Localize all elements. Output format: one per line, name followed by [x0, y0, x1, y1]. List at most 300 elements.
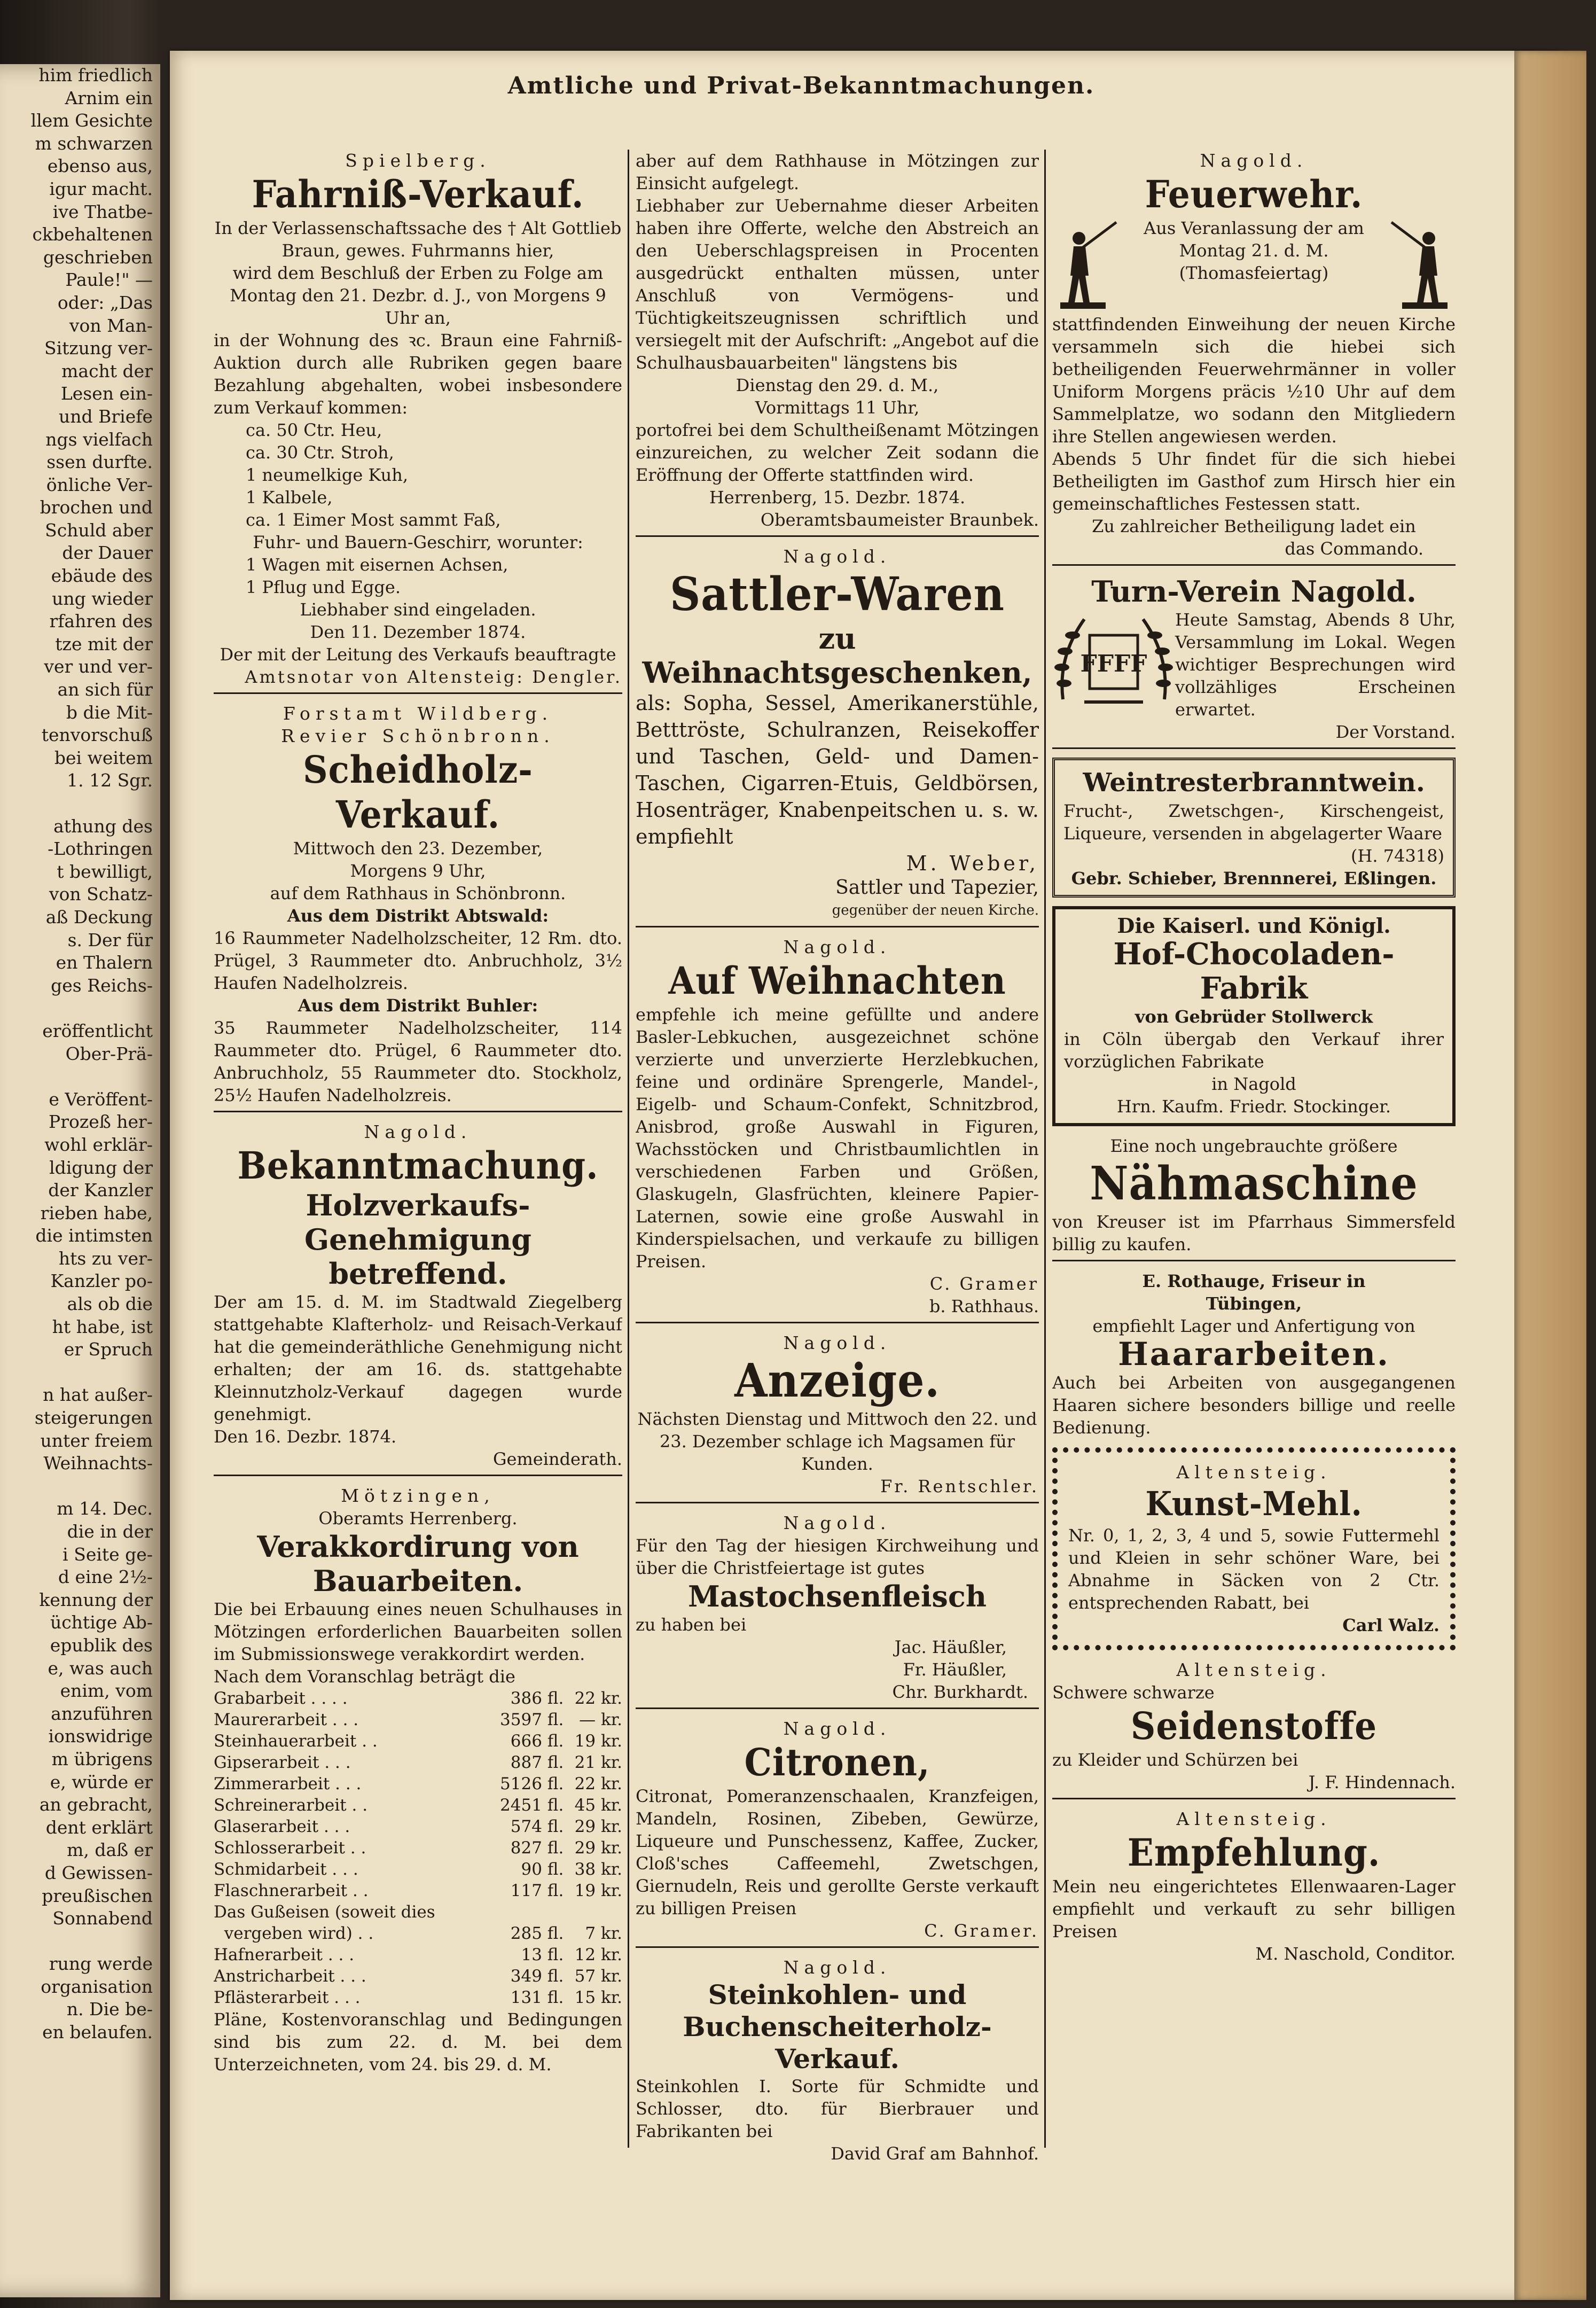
- left-page-line: er Spruch: [64, 1339, 153, 1360]
- ad-place: Forstamt Wildberg.: [283, 703, 553, 724]
- divider: [636, 1946, 1039, 1948]
- ad-text: Aus Veranlassung der am Montag 21. d. M. (Thomasfeiertag): [1144, 218, 1364, 283]
- ad-text: in der Wohnung des ꝛc. Braun eine Fahrniß-Auktion durch alle Rubriken gegen baare Bezahlung abgehalten, wobei insbesondere zum Verkauf kommen:: [214, 330, 622, 418]
- page-header: Amtliche und Privat-Bekanntmachungen.: [507, 72, 1095, 99]
- ad-place: Spielberg.: [345, 150, 491, 171]
- ad-signature: M. Naschold, Conditor.: [1255, 1944, 1456, 1964]
- ad-chocoladen-fabrik: [1052, 906, 1456, 1126]
- ad-place: Nagold.: [364, 1121, 472, 1142]
- left-page-line: athung des: [53, 815, 153, 837]
- ad-text: wird dem Beschluß der Erben zu Folge am Montag den 21. Dezbr. d. J., von Morgens 9 Uhr an,: [230, 263, 606, 328]
- table-cell-name: Gipserarbeit . . .: [214, 1753, 351, 1772]
- left-page-line: [0, 1930, 160, 1953]
- table-cell-name: Schlosserarbeit . .: [214, 1838, 366, 1858]
- ad-place: Altensteig.: [1176, 1659, 1332, 1680]
- ad-steinkohlen: [636, 1956, 1039, 2165]
- table-row: [214, 1773, 622, 1795]
- table-cell-name: Steinhauerarbeit . .: [214, 1732, 378, 1751]
- ad-title: Scheidholz-Verkauf.: [303, 747, 533, 837]
- left-page-line: llem Gesichte: [30, 110, 153, 131]
- left-page-line: t bewilligt,: [57, 861, 153, 882]
- ad-text: 16 Raummeter Nadelholzscheiter, 12 Rm. dto. Prügel, 3 Raummeter dto. Anbruchholz, 3½ Haufen Nadelholzreis.: [214, 928, 622, 993]
- ad-title: Mastochsenfleisch: [688, 1579, 987, 1613]
- ad-text: empfiehlt Lager und Anfertigung von: [1092, 1316, 1415, 1336]
- table-cell-name: Hafnerarbeit . . .: [214, 1945, 355, 1964]
- table-cell-fl: 3597 fl.: [500, 1710, 564, 1729]
- ad-signature: Gemeinderath.: [492, 1449, 622, 1469]
- left-page-line: ldigung der: [49, 1157, 153, 1178]
- left-page-line: b die Mit-: [66, 701, 153, 723]
- ad-place: Nagold.: [783, 1957, 891, 1978]
- item-list: [214, 553, 622, 598]
- table-cell-name: Maurerarbeit . . .: [214, 1710, 359, 1729]
- ad-text: Mittwoch den 23. Dezember,: [293, 838, 543, 859]
- column-rule: [1044, 150, 1046, 2148]
- left-page-line: ebenso aus,: [47, 155, 153, 177]
- table-cell-fl: 349 fl.: [510, 1967, 564, 1986]
- ad-place: Nagold.: [783, 1718, 891, 1739]
- table-cell-kr: 45 kr.: [574, 1796, 622, 1815]
- left-page-line: organisation: [41, 1976, 153, 1997]
- ad-title: Sattler-Waren: [670, 567, 1005, 621]
- left-page-line: rieben habe,: [40, 1202, 153, 1223]
- ad-title: Anzeige.: [734, 1354, 940, 1408]
- ad-text: in Nagold: [1211, 1074, 1296, 1094]
- left-page-line: Paule!" —: [65, 269, 153, 291]
- ad-signature: Sattler und Tapezier,: [835, 877, 1039, 899]
- left-page-line: an sich für: [57, 679, 153, 700]
- ad-text: Steinkohlen I. Sorte für Schmidte und Schlosser, dto. für Bierbrauer und Fabrikanten bei: [636, 2076, 1039, 2141]
- ad-heading: Tübingen,: [1206, 1293, 1302, 1314]
- ad-text: von Gebrüder Stollwerck: [1135, 1007, 1373, 1027]
- ad-title: Seidenstoffe: [1130, 1704, 1378, 1748]
- left-page-line: wohl erklär-: [44, 1134, 153, 1155]
- list-item: ca. 50 Ctr. Heu,: [246, 420, 382, 440]
- ad-weintresterbranntwein: [1052, 758, 1456, 898]
- table-cell-name: vergeben wird) . .: [214, 1924, 374, 1943]
- left-page-line: epublik des: [50, 1634, 153, 1656]
- ad-text: Nach dem Voranschlag beträgt die: [214, 1666, 515, 1687]
- left-page-line: s. Der für: [67, 929, 153, 950]
- left-page-line: m 14. Dec.: [57, 1498, 153, 1519]
- ad-text: In der Verlassenschaftssache des † Alt Gottlieb Braun, gewes. Fuhrmanns hier,: [214, 218, 622, 261]
- ad-title: Haararbeiten.: [1118, 1336, 1390, 1373]
- left-page-line: en Thalern: [56, 952, 153, 973]
- ad-feuerwehr: [1052, 150, 1456, 566]
- ad-anzeige: [636, 1332, 1039, 1503]
- ad-title: Feuerwehr.: [1145, 172, 1363, 216]
- table-cell-fl: 13 fl.: [521, 1945, 564, 1964]
- ad-signature: b. Rathhaus.: [929, 1296, 1039, 1316]
- table-cell-kr: 19 kr.: [574, 1732, 622, 1751]
- ad-place: Nagold.: [783, 546, 891, 567]
- left-page-line: him friedlich: [38, 65, 153, 85]
- ad-signature: C. Gramer.: [924, 1921, 1039, 1941]
- ad-text: Mein neu eingerichtetes Ellenwaaren-Lager empfiehlt und verkauft zu sehr billigen Preisen: [1052, 1876, 1456, 1941]
- ad-signature: das Commando.: [1285, 539, 1423, 559]
- left-page-line: Sonnabend: [52, 1908, 153, 1929]
- table-row: [214, 1987, 622, 2008]
- divider: [214, 692, 622, 694]
- ad-bekanntmachung: [214, 1121, 622, 1476]
- table-row: [214, 1752, 622, 1773]
- feuerwehr-notice-row: [1052, 217, 1456, 313]
- table-cell-name: Flaschnerarbeit . .: [214, 1881, 369, 1900]
- left-page-line: die intimsten: [35, 1225, 153, 1246]
- table-cell-fl: 666 fl.: [510, 1732, 564, 1751]
- divider: [1052, 747, 1456, 749]
- left-page-line: en belaufen.: [42, 2022, 153, 2043]
- left-page-line: e, würde er: [50, 1771, 153, 1792]
- table-row: [214, 1709, 622, 1730]
- left-page-line: an gebracht,: [39, 1794, 153, 1815]
- left-page-line: ht habe, ist: [52, 1316, 153, 1337]
- ad-text: als: Sopha, Sessel, Amerikanerstühle, Betttröste, Schulranzen, Reisekoffer und Taschen, Geld- und Damen-Taschen, Cigarren-Etuis, Geldbörsen, Hosenträger, Knabenpeitschen u. s. w. empfiehlt: [636, 691, 1039, 848]
- left-page-line: eröffentlicht: [42, 1020, 153, 1041]
- table-row: [214, 1966, 622, 1987]
- left-page-line: aß Deckung: [45, 906, 153, 927]
- left-page-line: macht der: [61, 360, 153, 381]
- table-cell-fl: 2451 fl.: [500, 1796, 564, 1815]
- left-page-line: Prozeß her-: [48, 1111, 153, 1133]
- table-row: [214, 1795, 622, 1816]
- list-item: 1 Pflug und Egge.: [246, 577, 401, 597]
- left-page-line: e Veröffent-: [49, 1088, 153, 1110]
- left-page-line: der Kanzler: [48, 1180, 153, 1201]
- ad-place: Nagold.: [783, 1332, 891, 1353]
- table-row: [214, 1859, 622, 1880]
- table-cell-kr: 38 kr.: [574, 1860, 622, 1879]
- ad-schulhaus-continued: [636, 150, 1039, 537]
- table-cell-fl: 5126 fl.: [500, 1774, 564, 1794]
- divider: [636, 1707, 1039, 1709]
- left-page-line: ive Thatbe-: [52, 201, 153, 222]
- ad-signature: Chr. Burkhardt.: [892, 1682, 1028, 1702]
- list-item: 1 Wagen mit eisernen Achsen,: [246, 555, 508, 575]
- ad-title: Verakkordirung von Bauarbeiten.: [257, 1530, 579, 1598]
- ad-title: Auf Weihnachten: [668, 958, 1006, 1003]
- ad-date: Herrenberg, 15. Dezbr. 1874.: [709, 487, 966, 508]
- left-page-line: e, was auch: [48, 1657, 153, 1679]
- left-page-line: ges Reichs-: [51, 974, 153, 996]
- ad-place: Mötzingen,: [341, 1485, 495, 1506]
- left-page-line: hts zu ver-: [58, 1247, 153, 1269]
- table-row: [214, 1923, 622, 1944]
- left-page-line: tze mit der: [55, 633, 153, 654]
- ad-text: Vormittags 11 Uhr,: [755, 397, 920, 418]
- binding-board: [1514, 51, 1586, 2300]
- ad-signature: J. F. Hindennach.: [1308, 1772, 1456, 1792]
- ad-place: Nagold.: [1200, 150, 1308, 171]
- table-cell-kr: 22 kr.: [574, 1689, 622, 1708]
- left-page-line: n. Die be-: [66, 1999, 153, 2020]
- left-page-line: n hat außer-: [43, 1384, 153, 1406]
- left-page-line: igur macht.: [49, 178, 153, 199]
- ad-text: Liebhaber zur Uebernahme dieser Arbeiten haben ihre Offerte, welche den Abstreich an den Ueberschlagspreisen in Procenten ausgedrückt enthalten müssen, unter Anschluß von Vermögens- und Tüchtigkeitszeugnissen schriftlich und versiegelt mit der Aufschrift: „Angebot auf die Schulhausbauarbeiten" längstens bis: [636, 196, 1039, 373]
- left-page-line: unter freiem: [40, 1430, 153, 1451]
- left-page-line: d eine 2½-: [58, 1566, 153, 1588]
- table-cell-name: Anstricharbeit . . .: [214, 1967, 366, 1986]
- ad-place: Altensteig.: [1176, 1462, 1332, 1483]
- table-row: [214, 1730, 622, 1752]
- ad-reference: (H. 74318): [1350, 846, 1444, 866]
- left-page-line: Weihnachts-: [43, 1453, 153, 1474]
- left-page-line: ung wieder: [52, 588, 153, 609]
- divider: [214, 1475, 622, 1476]
- emblem-letters: FFFF: [1080, 650, 1147, 677]
- table-row: [214, 1944, 622, 1966]
- turnverein-emblem-icon: [1052, 609, 1175, 715]
- left-page-line: m schwarzen: [35, 132, 153, 154]
- ad-text: aber auf dem Rathhause in Mötzingen zur Einsicht aufgelegt.: [636, 151, 1039, 193]
- ad-text: portofrei bei dem Schultheißenamt Mötzingen einzureichen, zu welcher Zeit sodann die Eröffnung der Offerte stattfinden wird.: [636, 420, 1039, 485]
- left-page-line: ver und ver-: [44, 656, 153, 677]
- left-page-line: Kanzler po-: [50, 1270, 153, 1292]
- list-item: 1 Kalbele,: [246, 487, 333, 508]
- ad-title: Fahrniß-Verkauf.: [252, 172, 584, 216]
- ad-text: von Kreuser ist im Pfarrhaus Simmersfeld billig zu kaufen.: [1052, 1212, 1456, 1254]
- ad-text: auf dem Rathhaus in Schönbronn.: [270, 883, 566, 903]
- table-cell-fl: 827 fl.: [510, 1838, 564, 1858]
- left-page-line: bei weitem: [54, 747, 153, 768]
- ad-heading: E. Rothauge, Friseur in: [1142, 1271, 1366, 1291]
- left-page-line: brochen und: [40, 497, 153, 518]
- left-page-line: -Lothringen: [48, 838, 153, 860]
- ad-title: Hof-Chocoladen-Fabrik: [1113, 937, 1395, 1006]
- ad-text: Frucht-, Zwetschgen-, Kirschengeist, Liqueure, versenden in abgelagerter Waare: [1063, 801, 1444, 844]
- ad-citronen: [636, 1718, 1039, 1948]
- ad-text: zu Kleider und Schürzen bei: [1052, 1750, 1298, 1770]
- ad-text: Der am 15. d. M. im Stadtwald Ziegelberg stattgehabte Klafterholz- und Reisach-Verkauf hat die gemeinderäthliche Genehmigung nicht erhalten; der am 16. ds. stattgehabte Kleinnutzholz-Verkauf dagegen wurde genehmigt.: [214, 1292, 622, 1424]
- column-3: [1052, 150, 1456, 1974]
- left-page-line: i Seite ge-: [62, 1543, 153, 1565]
- left-page-line: m, daß er: [67, 1839, 153, 1861]
- ad-text: Die bei Erbauung eines neuen Schulhauses in Mötzingen erforderlichen Bauarbeiten sollen im Submissionswege verakkordirt werden.: [214, 1599, 622, 1664]
- table-cell-fl: 386 fl.: [510, 1689, 564, 1708]
- left-page-line: ckbehaltenen: [32, 224, 153, 245]
- table-row: [214, 1837, 622, 1859]
- list-item: ca. 1 Eimer Most sammt Faß,: [246, 510, 501, 530]
- left-page-line: [0, 1475, 160, 1498]
- left-page-line: geschrieben: [43, 246, 153, 268]
- table-cell-kr: 15 kr.: [574, 1988, 622, 2007]
- column-2: [636, 150, 1039, 2173]
- left-page-line: anzuführen: [51, 1703, 153, 1724]
- ad-signature: Oberamtsbaumeister Braunbek.: [760, 510, 1039, 530]
- table-cell-kr: 29 kr.: [574, 1817, 622, 1836]
- ad-scheidholz-verkauf: [214, 703, 622, 1112]
- left-page-line: rfahren des: [49, 611, 153, 632]
- column-rule: [628, 150, 629, 2148]
- left-page-line: Sitzung ver-: [44, 338, 153, 359]
- left-page-fragment: [0, 64, 160, 2297]
- left-page-line: dent erklärt: [45, 1816, 153, 1838]
- ad-signature: Gebr. Schieber, Brennnerei, Eßlingen.: [1071, 868, 1437, 888]
- left-page-line: Schuld aber: [45, 519, 153, 541]
- left-page-line: [0, 997, 160, 1020]
- left-page-line: ngs vielfach: [45, 428, 153, 450]
- left-page-line: preußischen: [42, 1885, 153, 1906]
- ad-signature: gegenüber der neuen Kirche.: [832, 902, 1039, 918]
- left-page-line: steigerungen: [34, 1407, 153, 1429]
- left-page-line: von Man-: [69, 315, 153, 336]
- ad-title: Steinkohlen- und Buchenscheiterholz-Verkauf.: [683, 1979, 992, 2075]
- ad-text: 35 Raummeter Nadelholzscheiter, 114 Raummeter dto. Prügel, 6 Raummeter dto. Anbruchholz, 55 Raummeter dto. Stockholz, 25½ Haufen Nadelholzreis.: [214, 1018, 622, 1105]
- ad-text: stattfindenden Einweihung der neuen Kirche versammeln sich die hiebei sich betheiligenden Feuerwehrmänner in voller Uniform Morgens präcis ½10 Uhr auf dem Sammelplatze, wo sodann den Mitgliedern ihre Stellen angewiesen werden.: [1052, 314, 1456, 447]
- divider: [1052, 564, 1456, 566]
- left-page-line: Lesen ein-: [60, 383, 153, 404]
- divider: [1052, 1798, 1456, 1799]
- table-cell-kr: — kr.: [579, 1710, 622, 1729]
- list-item: 1 neumelkige Kuh,: [246, 465, 409, 485]
- table-cell-fl: 285 fl.: [510, 1924, 564, 1943]
- ad-signature: Jac. Häußler,: [894, 1637, 1007, 1657]
- ad-naehmaschine: [1052, 1135, 1456, 1261]
- ad-title: Turn-Verein Nagold.: [1091, 574, 1417, 609]
- table-cell-name: Zimmerarbeit . . .: [214, 1774, 362, 1794]
- item-list: [214, 419, 622, 531]
- ad-text: Fuhr- und Bauern-Geschirr, worunter:: [253, 532, 583, 552]
- table-cell-name: Schreinerarbeit . .: [214, 1796, 368, 1815]
- ad-subtitle: Holzverkaufs-Genehmigung betreffend.: [304, 1188, 532, 1291]
- table-cell-kr: 57 kr.: [574, 1967, 622, 1986]
- fireman-icon: [1386, 217, 1456, 313]
- divider: [636, 1502, 1039, 1503]
- table-cell-fl: 90 fl.: [521, 1860, 564, 1879]
- ad-subheading: Aus dem Distrikt Buhler:: [298, 995, 538, 1016]
- table-row: [214, 1816, 622, 1837]
- turnverein-row: [1052, 609, 1456, 721]
- left-page-line: enim, vom: [60, 1680, 153, 1702]
- ad-place: Altensteig.: [1176, 1808, 1332, 1829]
- ad-text: Morgens 9 Uhr,: [350, 861, 486, 881]
- left-page-line: önliche Ver-: [46, 474, 153, 495]
- ad-text: in Cöln übergab den Verkauf ihrer vorzüglichen Fabrikate: [1064, 1029, 1444, 1072]
- left-page-line: ssen durfte.: [46, 451, 153, 473]
- left-page-line: Ober-Prä-: [65, 1043, 153, 1064]
- left-page-line: die in der: [67, 1521, 153, 1542]
- ad-text: Nächsten Dienstag und Mittwoch den 22. und 23. Dezember schlage ich Magsamen für Kunden.: [637, 1409, 1037, 1474]
- ad-signature: Der Vorstand.: [1335, 722, 1456, 742]
- ad-signature: C. Gramer: [929, 1274, 1039, 1294]
- ad-kunst-mehl: [1052, 1447, 1456, 1650]
- ad-text: Pläne, Kostenvoranschlag und Bedingungen sind bis zum 22. d. M. bei dem Unterzeichneten, vom 24. bis 29. d. M.: [214, 2009, 622, 2075]
- table-row: [214, 1688, 622, 1709]
- ad-title: Citronen,: [744, 1740, 930, 1784]
- divider: [1052, 1260, 1456, 1261]
- list-item: ca. 30 Ctr. Stroh,: [246, 442, 394, 463]
- ad-date: Den 11. Dezember 1874.: [310, 622, 526, 642]
- ad-text: Auch bei Arbeiten von ausgegangenen Haaren sichere besonders billige und reelle Bedienung.: [1052, 1373, 1456, 1438]
- cost-table: [214, 1688, 622, 2008]
- left-page-line: ebäude des: [51, 565, 153, 587]
- left-page-line: kennung der: [39, 1589, 153, 1610]
- ad-place: Nagold.: [783, 1512, 891, 1533]
- ad-text: Liebhaber sind eingeladen.: [300, 599, 536, 620]
- ad-text: Nr. 0, 1, 2, 3, 4 und 5, sowie Futtermehl und Kleien in sehr schöner Ware, bei Abnahme in Säcken von 2 Ctr. entsprechenden Rabatt, bei: [1068, 1525, 1439, 1613]
- table-cell-name: Glaserarbeit . . .: [214, 1817, 350, 1836]
- divider: [636, 535, 1039, 537]
- ad-signature: Fr. Rentschler.: [880, 1476, 1039, 1496]
- column-1: [214, 150, 622, 2084]
- table-cell-name: Pflästerarbeit . . .: [214, 1988, 361, 2007]
- ad-verakkordirung: [214, 1485, 622, 2076]
- ad-title: Empfehlung.: [1127, 1830, 1381, 1875]
- table-cell-fl: 117 fl.: [510, 1881, 564, 1900]
- left-page-line: üchtige Ab-: [50, 1612, 153, 1633]
- table-cell-fl: [486, 1901, 564, 1923]
- ad-signature: Carl Walz.: [1342, 1615, 1439, 1635]
- divider: [636, 926, 1039, 927]
- left-page-line: Arnim ein: [65, 87, 153, 108]
- left-page-line: und Briefe: [59, 406, 153, 427]
- ad-sattler-waren: [636, 545, 1039, 927]
- ad-signature: David Graf am Bahnhof.: [831, 2143, 1039, 2164]
- ad-title: Kunst-Mehl.: [1145, 1484, 1363, 1523]
- left-page-line: oder: „Das: [57, 292, 153, 313]
- table-cell-fl: 131 fl.: [510, 1988, 564, 2007]
- left-page-line: von Schatz-: [49, 884, 153, 905]
- ad-text: Der mit der Leitung des Verkaufs beauftragte: [220, 644, 616, 665]
- left-page-line: [0, 1361, 160, 1384]
- table-cell-kr: 21 kr.: [574, 1753, 622, 1772]
- left-page-line: tenvorschuß: [41, 724, 153, 746]
- ad-text: empfehle ich meine gefüllte und andere Basler-Lebkuchen, ausgezeichnet schöne verzierte und unverzierte Herzlebkuchen, feine und ordinäre Sprengerle, Mandel-, Eigelb- und Schaum-Confekt, Schnitzbrod, Anisbrod, große Auswahl in Figuren, Wachsstöcken und Christbaumlichtlen in verschiedenen Farben und Größen, Glaskugeln, Glasfrüchten, kleinere Papier-Laternen, sowie eine große Auswahl in Kinderspielsachen, und verkaufe zu billigen Preisen.: [636, 1004, 1039, 1272]
- ad-title: Weintresterbranntwein.: [1083, 768, 1425, 798]
- fireman-icon: [1052, 217, 1122, 313]
- left-page-line: 1. 12 Sgr.: [67, 770, 153, 791]
- ad-title: Bekanntmachung.: [237, 1143, 599, 1188]
- table-cell-name: Schmidarbeit . . .: [214, 1860, 358, 1879]
- ad-fahrniss-verkauf: [214, 150, 622, 694]
- table-cell-name: Grabarbeit . . . .: [214, 1689, 348, 1708]
- ad-subheading: Aus dem Distrikt Abtswald:: [287, 906, 549, 926]
- ad-date: Den 16. Dezbr. 1874.: [214, 1426, 397, 1447]
- table-cell-kr: 19 kr.: [574, 1881, 622, 1900]
- left-page-line: als ob die: [67, 1293, 153, 1315]
- ad-text: Heute Samstag, Abends 8 Uhr, Versammlung im Lokal. Wegen wichtiger Besprechungen wird vollzähliges Erscheinen erwartet.: [1175, 610, 1456, 720]
- table-row: [214, 1901, 622, 1923]
- ad-mastochsenfleisch: [636, 1512, 1039, 1709]
- left-page-line: [0, 1065, 160, 1088]
- ad-pretitle: Schwere schwarze: [1052, 1682, 1215, 1703]
- ad-pretitle: Eine noch ungebrauchte größere: [1110, 1136, 1398, 1156]
- table-cell-kr: 7 kr.: [585, 1924, 622, 1943]
- ad-place: Nagold.: [783, 937, 891, 957]
- ad-signature: Amtsnotar von Altensteig: Dengler.: [245, 667, 622, 687]
- ad-subtitle: zu Weihnachtsgeschenken,: [642, 621, 1032, 690]
- ad-text: Abends 5 Uhr findet für die sich hiebei Betheiligten im Gasthof zum Hirsch hier ein gemeinschaftliches Festessen statt.: [1052, 449, 1456, 514]
- divider: [636, 1322, 1039, 1323]
- ad-place: Revier Schönbronn.: [281, 726, 555, 746]
- ad-text: Für den Tag der hiesigen Kirchweihung und über die Christfeiertage ist gutes: [636, 1535, 1039, 1578]
- ad-title: Nähmaschine: [1090, 1157, 1418, 1211]
- ad-text: Hrn. Kaufm. Friedr. Stockinger.: [1116, 1096, 1391, 1117]
- ad-auf-weihnachten: [636, 936, 1039, 1323]
- ad-turn-verein: [1052, 574, 1456, 749]
- table-cell-kr: 22 kr.: [574, 1774, 622, 1794]
- ad-place: Oberamts Herrenberg.: [318, 1508, 518, 1529]
- table-cell-name: Das Gußeisen (soweit dies: [214, 1902, 435, 1922]
- ad-haararbeiten: [1052, 1270, 1456, 1439]
- ad-text: Dienstag den 29. d. M.,: [736, 375, 939, 395]
- divider: [214, 1111, 622, 1112]
- left-page-line: [0, 792, 160, 815]
- left-page-line: rung werde: [49, 1953, 153, 1975]
- table-cell-fl: 574 fl.: [510, 1817, 564, 1836]
- left-page-line: d Gewissen-: [44, 1862, 153, 1883]
- left-page-line: ionswidrige: [48, 1726, 153, 1747]
